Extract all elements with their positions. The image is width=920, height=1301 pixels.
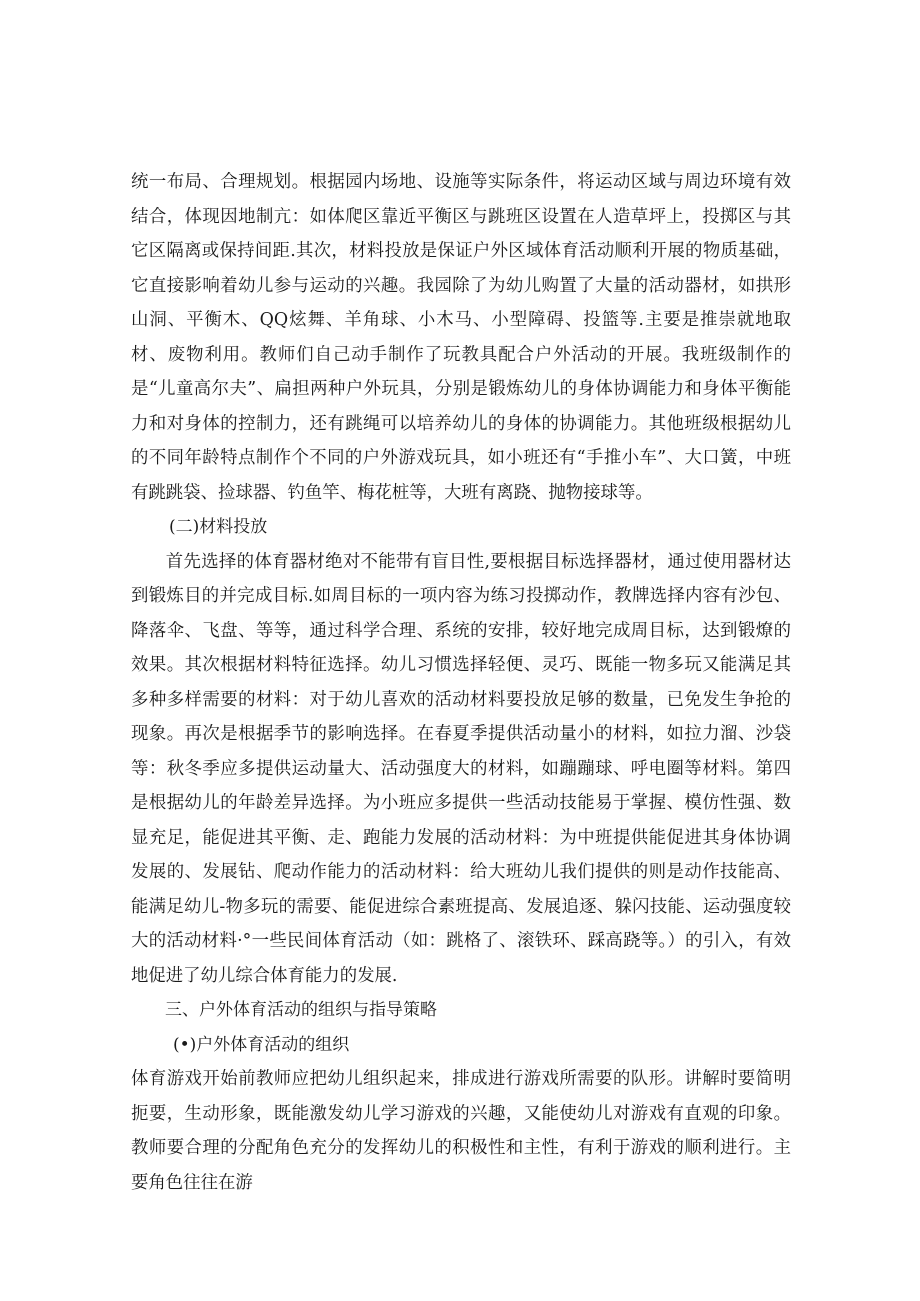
- document-body: [131, 165, 791, 1200]
- paragraph-game-organization: 体育游戏开始前教师应把幼儿组织起来，排成进行游戏所需要的队形。讲解时要简明扼要，生动形象，既能激发幼儿学习游戏的兴趣，又能使幼儿对游戏有直观的印象。教师要合理的分配角色充分的发挥幼儿的积极性和主性，有利于游戏的顺利进行。主要角色往往在游: [131, 1069, 791, 1193]
- section-heading-material-placement: (二)材料投放: [169, 517, 268, 537]
- section-heading-activity-organization: (•)户外体育活动的组织: [173, 1034, 350, 1055]
- section-heading-organization-strategy: 三、户外体育活动的组织与指导策略: [165, 1000, 437, 1020]
- paragraph-material-selection: 首先选择的体育器材绝对不能带有盲目性,要根据目标选择器材，通过使用器材达到锻炼目的并完成目标.如周目标的一项内容为练习投掷动作，教牌选择内容有沙包、降落伞、飞盘、等等，通过科学合理、系统的安排，较好地完成周目标，达到锻燎的效果。其次根据材料特征选择。幼儿习惯选择轻便、灵巧、既能一物多玩又能满足其多种多样需要的材料：对于幼儿喜欢的活动材料要投放足够的数量，已免发生争抢的现象。再次是根据季节的影响选择。在春夏季提供活动量小的材料，如拉力溜、沙袋等：秋冬季应多提供运动量大、活动强度大的材料，如蹦蹦球、呼电圈等材料。第四是根据幼儿的年龄差异选择。为小班应多提供一些活动技能易于掌握、模仿性强、数显充足，能促进其平衡、走、跑能力发展的活动材料：为中班提供能促进其身体协调发展的、发展钻、爬动作能力的活动材料：给大班幼儿我们提供的则是动作技能高、能满足幼儿-物多玩的需要、能促进综合素班提高、发展追逐、躲闪技能、运动强度较大的活动材料·°一些民间体育活动（如：跳格了、滚铁环、踩高跷等。）的引入，有效地促进了幼儿综合体育能力的发展.: [131, 551, 791, 986]
- paragraph-layout-planning: 统一布局、合理规划。根据园内场地、设施等实际条件，将运动区域与周边环境有效结合，体现因地制亢：如体爬区靠近平衡区与跳班区设置在人造草坪上，投掷区与其它区隔离或保持间距.其次，材料投放是保证户外区域体育活动顺利开展的物质基础，它直接影响着幼儿参与运动的兴趣。我园除了为幼儿购置了大量的活动器材，如拱形山洞、平衡木、QQ炫舞、羊角球、小木马、小型障碍、投篮等.主要是推崇就地取材、废物利用。教师们自己动手制作了玩教具配合户外活动的开展。我班级制作的是“儿童高尔夫”、扁担两种户外玩具，分别是锻炼幼儿的身体协调能力和身体平衡能力和对身体的控制力，还有跳绳可以培养幼儿的身体的协调能力。其他班级根据幼儿的不同年龄特点制作个不同的户外游戏玩具，如小班还有“手推小车”、大口簧，中班有跳跳袋、捡球器、钓鱼竿、梅花桩等，大班有离跷、抛物接球等。: [131, 172, 791, 503]
